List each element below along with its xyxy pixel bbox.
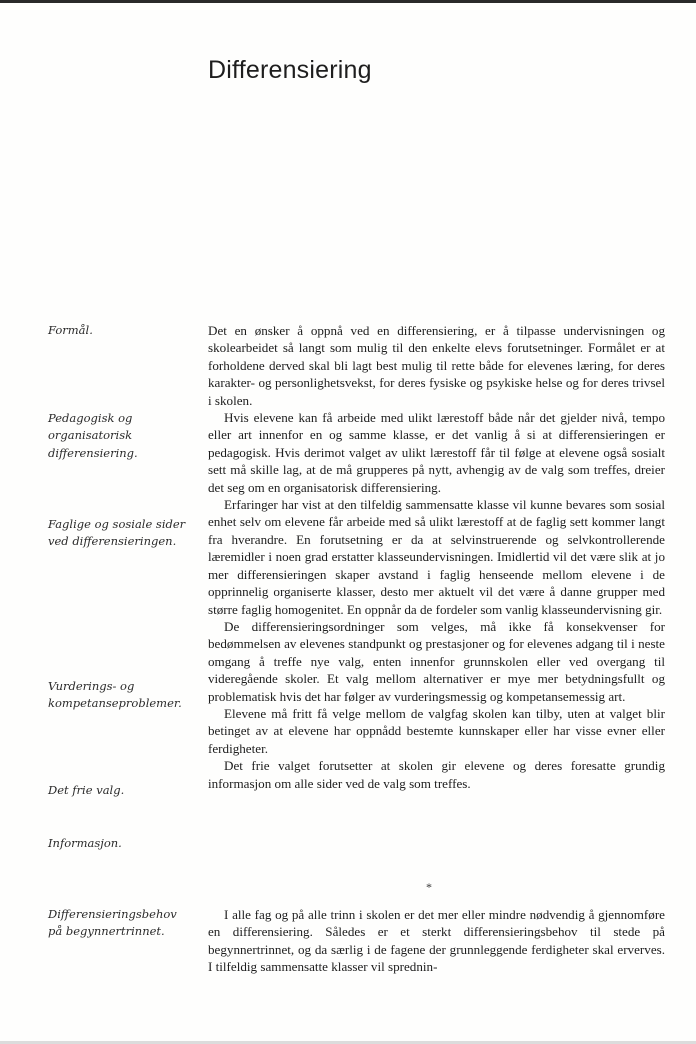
margin-note-begynnertrinnet: Differensieringsbehov på begynnertrinnet.: [48, 907, 177, 939]
paragraph-faglige-sosiale: Erfaringer har vist at den tilfeldig sammensatte klasse vil kunne bevares som sosial enhet selv om elevene får arbeide med så ulikt lærestoff at de faglig sett kommer langt fra hverandre. En forutsetning er da at selvinstruerende og selvkontrollerende læremidler i noen grad erstatter klasseundervisningen. Imidlertid vil det være slik at jo mer differensieringen skaper avstand i faglig henseende mellom elevene i de opprinnelig organiserte klasser, desto mer aktuelt vil det være å danne grupper med større faglig homogenitet. En oppnår da de fordeler som vanlig klasseundervisning gir.: [208, 497, 665, 617]
paragraph-pedagogisk: Hvis elevene kan få arbeide med ulikt lærestoff både når det gjelder nivå, tempo eller art innenfor en og samme klasse, er det vanlig å si at differensieringen er pedagogisk. Hvis derimot valget av ulikt lærestoff får til følge at elevene også sosialt sett må skille lag, at de må grupperes på nytt, avhengig av de valg som treffes, dreier det seg om en organisatorisk differensiering.: [208, 410, 665, 495]
page-title: Differensiering: [208, 56, 372, 84]
margin-note-frie-valg: Det frie valg.: [48, 783, 125, 797]
margin-note-vurdering: Vurderings- og kompetanseproblemer.: [48, 679, 182, 711]
main-text-continued: [208, 906, 665, 976]
margin-note-faglige-sosiale: Faglige og sosiale sider ved differensieringen.: [48, 517, 186, 549]
paragraph-vurdering: De differensieringsordninger som velges, må ikke få konsekvenser for bedømmelsen av elevenes standpunkt og prestasjoner og for elevenes adgang til i neste omgang å treffe nye valg, enten innenfor grunnskolen eller ved overgang til videregående skoler. Et valg mellom alternativer er mye mer betydningsfullt og problematisk hvis det har følger av vurderingsmessig og kompetansemessig art.: [208, 618, 665, 704]
paragraph-informasjon: Det frie valget forutsetter at skolen gir elevene og deres foresatte grundig informasjon om alle sider ved de valg som treffes.: [208, 758, 665, 791]
main-text: [208, 322, 665, 792]
paragraph-begynnertrinnet: I alle fag og på alle trinn i skolen er det mer eller mindre nødvendig å gjennomføre en differensiering. Således er et sterkt differensieringsbehov til stede på begynnertrinnet, og da særlig i de fagene der grunnleggende ferdigheter skal erverves. I tilfeldig sammensatte klasser vil sprednin-: [208, 907, 665, 975]
paragraph-formal: Det en ønsker å oppnå ved en differensiering, er å tilpasse undervisningen og skolearbeidet så langt som mulig til den enkelte elevs forutsetninger. Formålet er at forholdene derved skal bli lagt best mulig til rette både for elevenes læring, for deres karakter- og personlighetsvekst, for deres fysiske og psykiske helse og for deres trivsel i skolen.: [208, 323, 665, 408]
margin-note-pedagogisk: Pedagogisk og organisatorisk differensiering.: [48, 411, 138, 460]
paragraph-frie-valg: Elevene må fritt få velge mellom de valgfag skolen kan tilby, uten at valget blir betinget av at elevene har oppnådd bestemte kunnskaper eller har visse evner eller ferdigheter.: [208, 705, 665, 756]
scan-top-edge: [0, 0, 696, 3]
margin-note-formal: Formål.: [48, 323, 93, 337]
section-separator: *: [426, 880, 432, 894]
margin-note-informasjon: Informasjon.: [48, 836, 122, 850]
